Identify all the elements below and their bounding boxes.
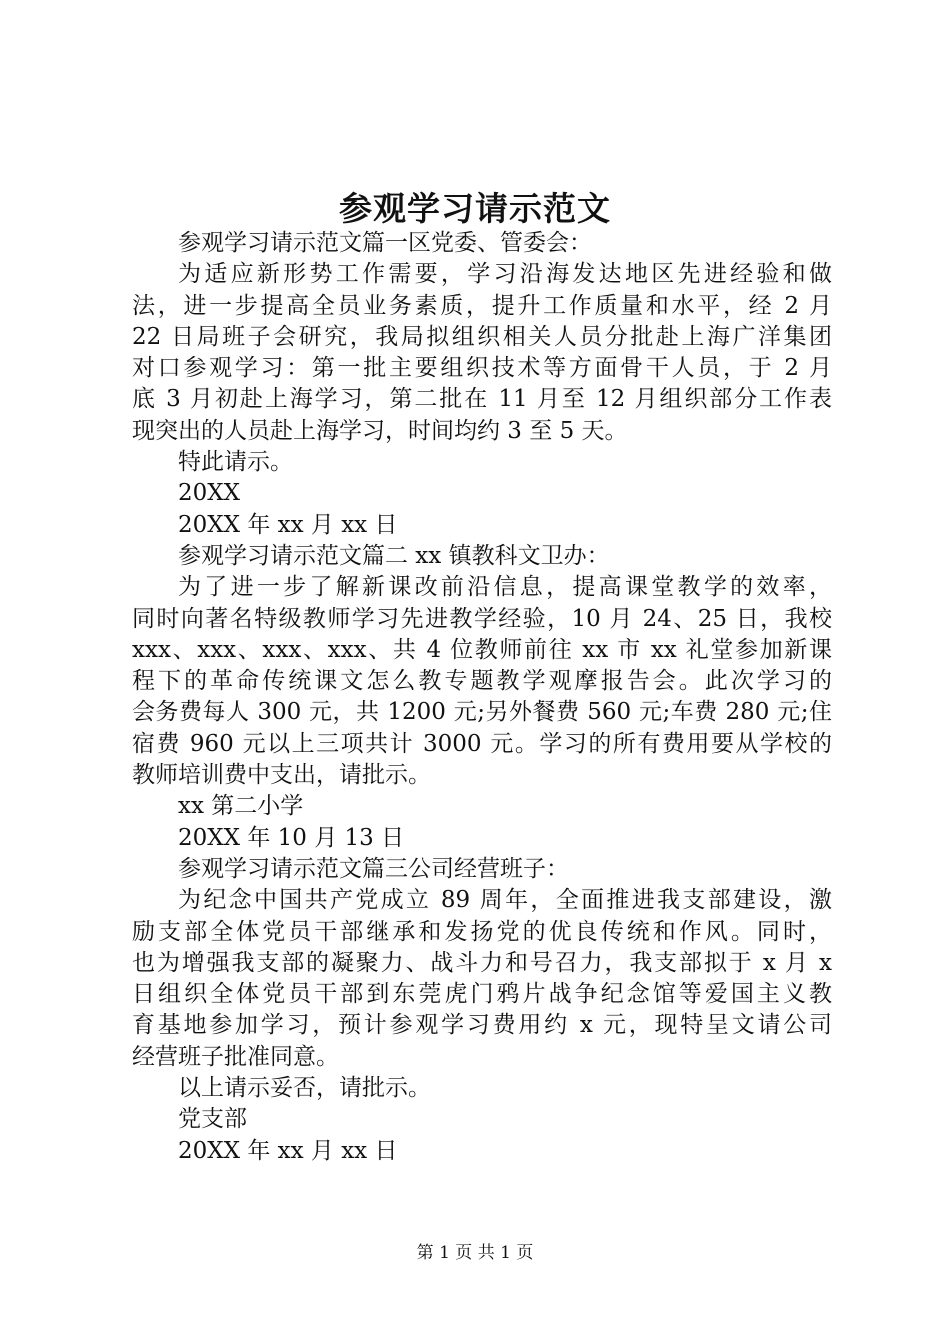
text-line: 为了进一步了解新课改前沿信息，提高课堂教学的效率， [178, 574, 832, 601]
text-line: 20XX [178, 480, 241, 507]
text-line: 参观学习请示范文篇三公司经营班子： [178, 855, 569, 882]
text-line: 以上请示妥否，请批示。 [178, 1075, 431, 1102]
text-line: 参观学习请示范文篇二 xx 镇教科文卫办： [178, 542, 610, 569]
text-line: xx 第二小学 [178, 793, 304, 820]
text-line: 为纪念中国共产党成立 89 周年，全面推进我支部建设，激 [178, 887, 832, 914]
text-line: 20XX 年 10 月 13 日 [178, 824, 405, 851]
text-line: 为适应新形势工作需要，学习沿海发达地区先进经验和做 [178, 261, 832, 288]
text-line: 同时向著名特级教师学习先进教学经验，10 月 24、25 日，我校 [132, 605, 832, 632]
text-line: 参观学习请示范文篇一区党委、管委会： [178, 230, 592, 256]
document-title: 参观学习请示范文 [339, 189, 611, 228]
text-line: 宿费 960 元以上三项共计 3000 元。学习的所有费用要从学校的 [132, 730, 832, 757]
page-footer: 第 1 页 共 1 页 [416, 1243, 534, 1263]
text-line: 20XX 年 xx 月 xx 日 [178, 1137, 398, 1164]
text-line: xxx、xxx、xxx、xxx、共 4 位教师前往 xx 市 xx 礼堂参加新课 [132, 636, 832, 663]
text-line: 特此请示。 [178, 449, 293, 476]
text-line: 程下的革命传统课文怎么教专题教学观摩报告会。此次学习的 [132, 668, 832, 695]
text-line: 党支部 [178, 1106, 247, 1133]
text-line: 现突出的人员赴上海学习，时间均约 3 至 5 天。 [132, 417, 628, 444]
text-line: 底 3 月初赴上海学习，第二批在 11 月至 12 月组织部分工作表 [132, 386, 832, 413]
text-line: 经营班子批准同意。 [132, 1043, 339, 1070]
text-line: 20XX 年 xx 月 xx 日 [178, 511, 398, 538]
text-line: 22 日局班子会研究，我局拟组织相关人员分批赴上海广洋集团 [132, 323, 832, 350]
text-line: 对口参观学习：第一批主要组织技术等方面骨干人员，于 2 月 [132, 355, 832, 382]
text-line: 日组织全体党员干部到东莞虎门鸦片战争纪念馆等爱国主义教 [132, 981, 832, 1008]
text-line: 励支部全体党员干部继承和发扬党的优良传统和作风。同时， [132, 918, 832, 945]
document-body [132, 228, 832, 1167]
text-line: 会务费每人 300 元，共 1200 元;另外餐费 560 元;车费 280 元;住 [132, 699, 832, 726]
text-line: 教师培训费中支出，请批示。 [132, 762, 431, 789]
text-line: 法，进一步提高全员业务素质，提升工作质量和水平，经 2 月 [132, 292, 832, 319]
text-line: 也为增强我支部的凝聚力、战斗力和号召力，我支部拟于 x 月 x [132, 949, 832, 976]
text-line: 育基地参加学习，预计参观学习费用约 x 元，现特呈文请公司 [132, 1012, 832, 1039]
